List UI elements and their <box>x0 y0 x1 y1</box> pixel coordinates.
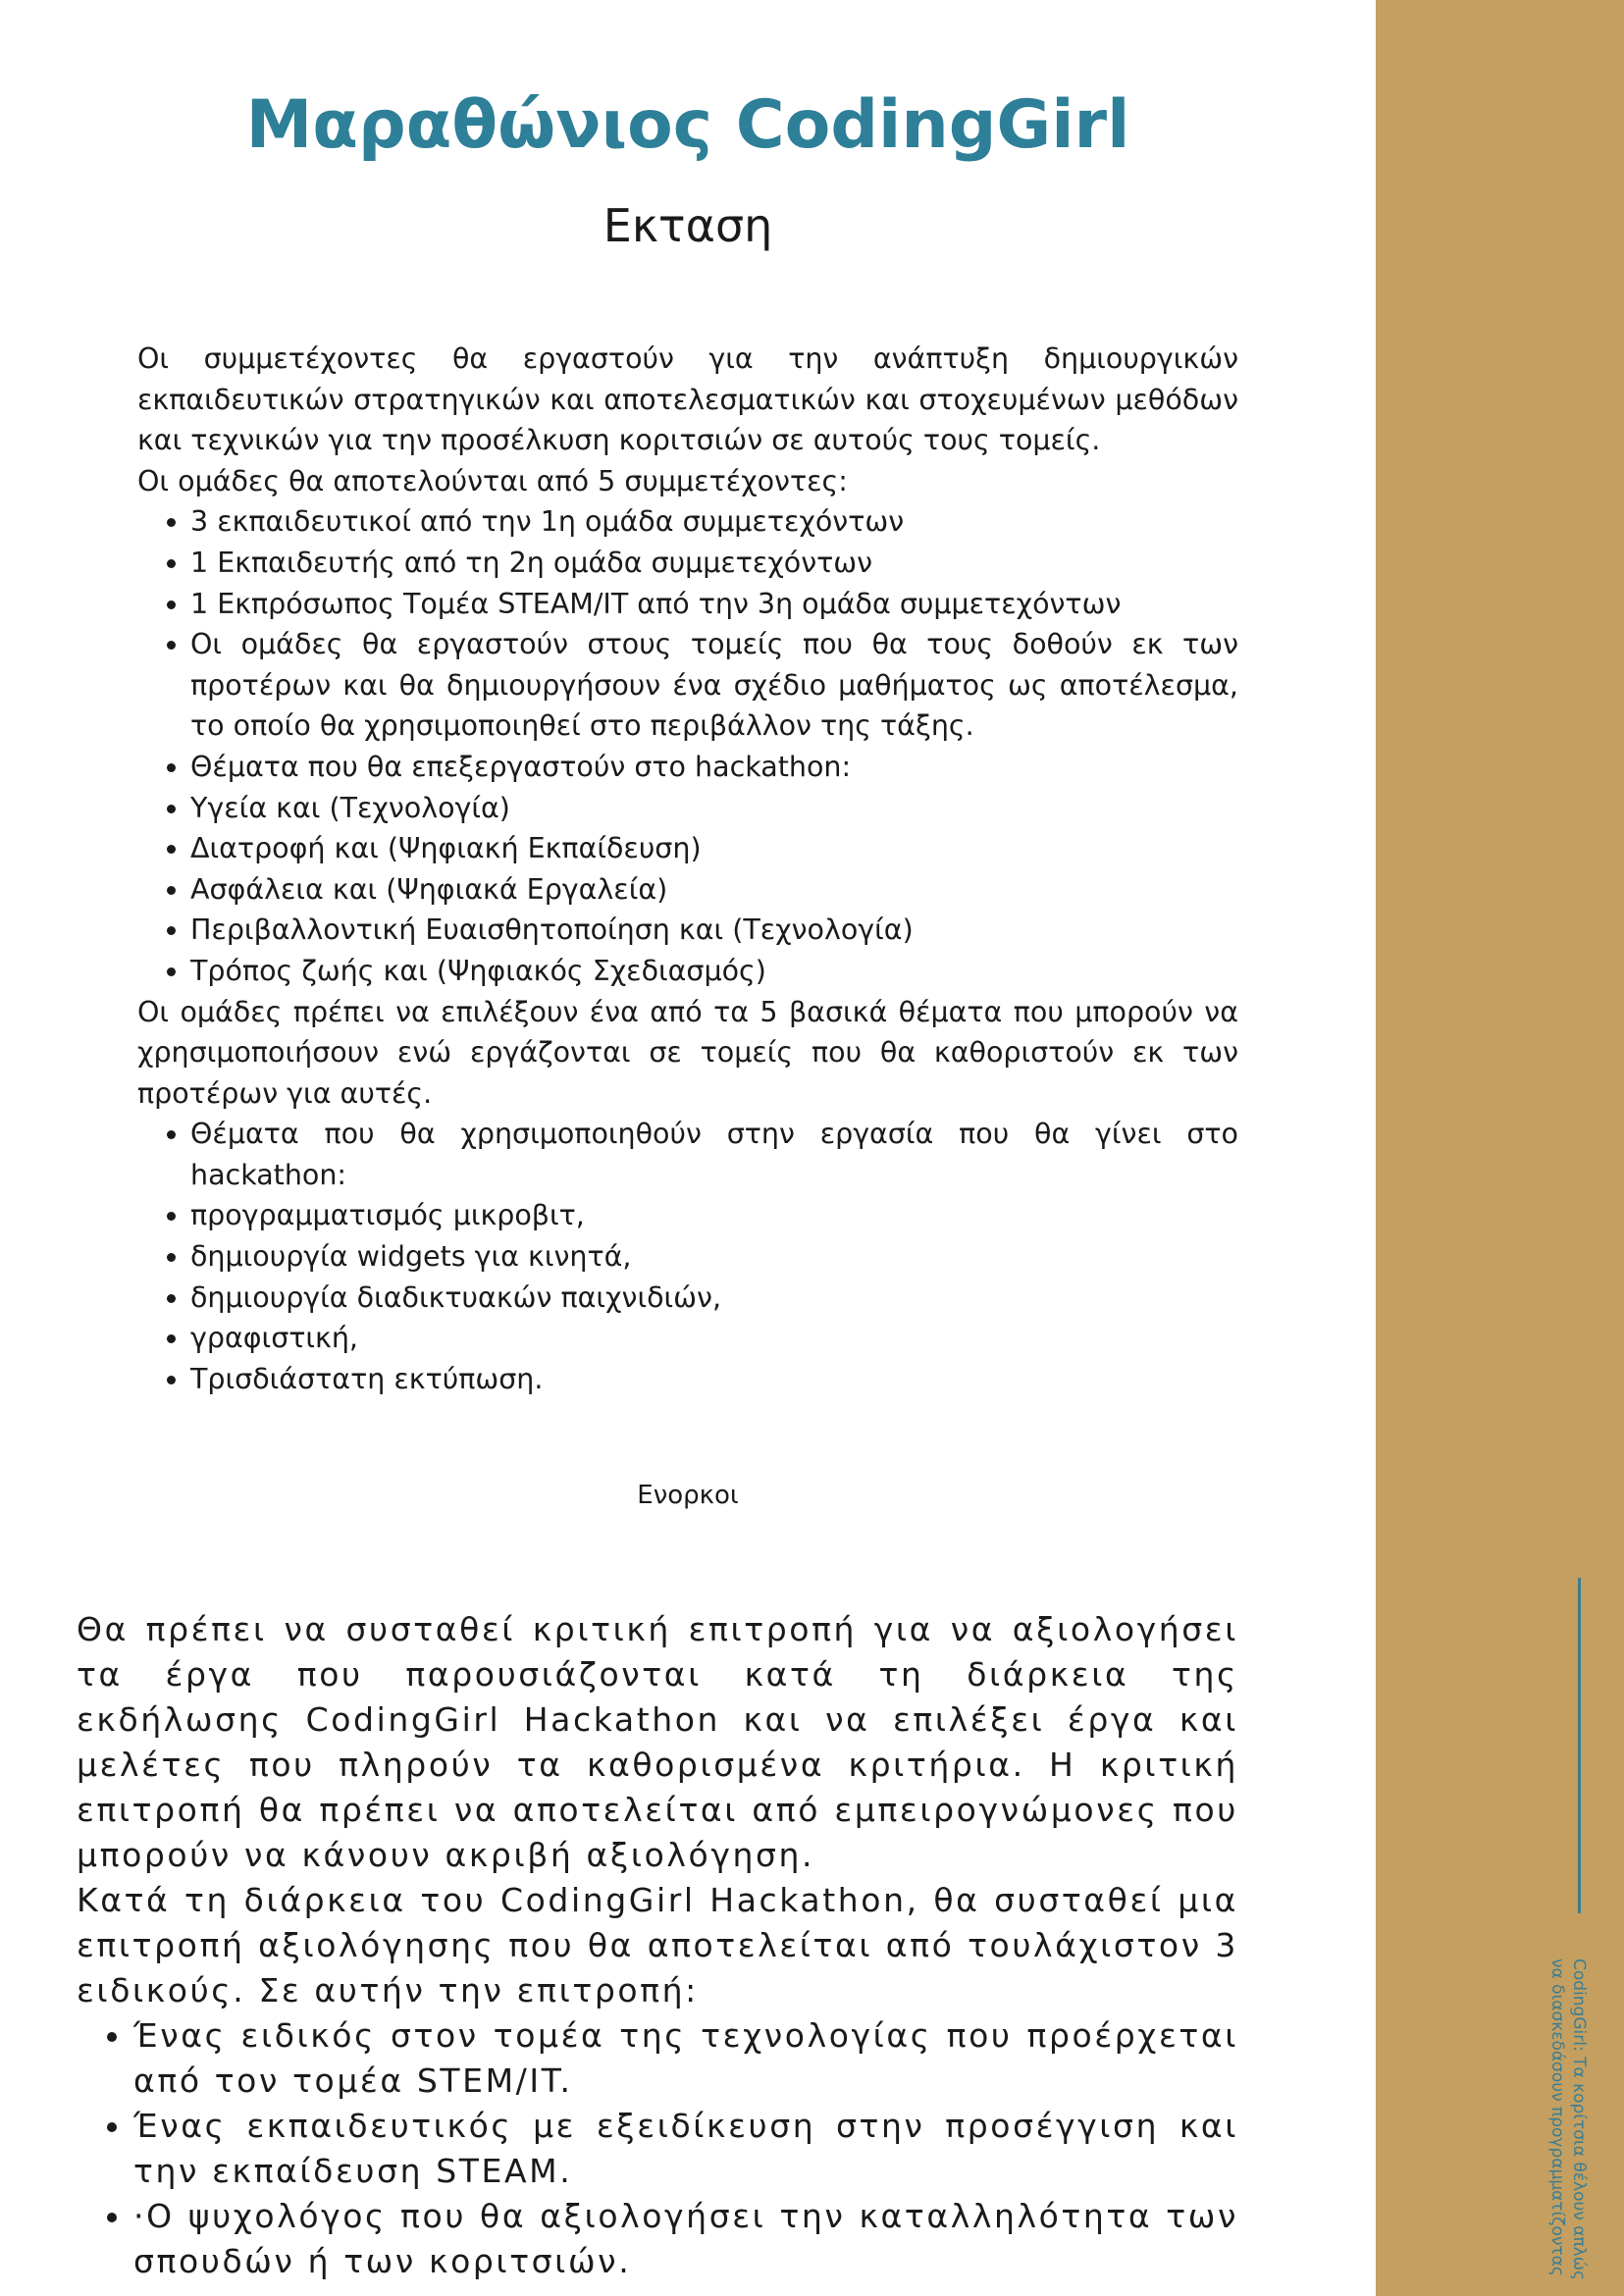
list-item: • προγραμματισμός μικροβιτ, <box>190 1195 1238 1236</box>
list-item: • 1 Εκπρόσωπος Τομέα STEAM/IT από την 3η ομάδα συμμετεχόντων <box>190 584 1238 625</box>
list-item: • Υγεία και (Τεχνολογία) <box>190 788 1238 829</box>
list-item: • Περιβαλλοντική Ευαισθητοποίηση και (Τεχνολογία) <box>190 910 1238 951</box>
list-item: • Ασφάλεια και (Ψηφιακά Εργαλεία) <box>190 869 1238 911</box>
committee-paragraph: Κατά τη διάρκεια του CodingGirl Hackathon, θα συσταθεί μια επιτροπή αξιολόγησης που θα αποτελείται από τουλάχιστον 3 ειδικούς. Σε αυτήν την επιτροπή: <box>77 1881 1238 2009</box>
list-item: • 3 εκπαιδευτικοί από την 1η ομάδα συμμετεχόντων <box>190 501 1238 543</box>
list-item: • δημιουργία διαδικτυακών παιχνιδιών, <box>190 1278 1238 1319</box>
sidebar-divider-line <box>1578 1578 1581 1913</box>
list-item: • Ένας εκπαιδευτικός με εξειδίκευση στην προσέγγιση και την εκπαίδευση STEAM. <box>133 2104 1238 2194</box>
page-title: Μαραθώνιος CodingGirl <box>245 86 1130 164</box>
jury-heading: Ενορκοι <box>637 1481 739 1510</box>
list-item: • ·Ο ψυχολόγος που θα αξιολογήσει την καταλληλότητα των σπουδών ή των κοριτσιών. <box>133 2194 1238 2284</box>
list-item: • Θέματα που θα επεξεργαστούν στο hackathon: <box>190 747 1238 788</box>
tools-list <box>137 1114 1238 1399</box>
list-item: • Οι ομάδες θα εργαστούν στους τομείς που θα τους δοθούν εκ των προτέρων και θα δημιουργήσουν ένα σχέδιο μαθήματος ως αποτέλεσμα, το οποίο θα χρησιμοποιηθεί στο περιβάλλον της τάξης. <box>190 624 1238 747</box>
sidebar-caption: CodingGirl: Τα κορίτσια θέλουν απλώς να διασκεδάσουν προγραμματίζοντας <box>1547 1958 1589 2280</box>
section-subtitle: Εκταση <box>602 199 773 252</box>
decorative-sidebar <box>1376 0 1624 2296</box>
list-item: • 1 Εκπαιδευτής από τη 2η ομάδα συμμετεχόντων <box>190 543 1238 584</box>
jury-section <box>77 1607 1238 2284</box>
jury-paragraph: Θα πρέπει να συσταθεί κριτική επιτροπή για να αξιολογήσει τα έργα που παρουσιάζονται κατά τη διάρκεια της εκδήλωσης CodingGirl Hackathon και να επιλέξει έργα και μελέτες που πληρούν τα καθορισμένα κριτήρια. Η κριτική επιτροπή θα πρέπει να αποτελείται από εμπειρογνώμονες που μπορούν να κάνουν ακριβή αξιολόγηση. <box>77 1610 1238 1874</box>
list-item: • Ένας ειδικός στον τομέα της τεχνολογίας που προέρχεται από τον τομέα STEM/IT. <box>133 2013 1238 2104</box>
scope-section <box>137 339 1238 1399</box>
list-item: • δημιουργία widgets για κινητά, <box>190 1236 1238 1278</box>
scope-intro-paragraph: Οι συμμετέχοντες θα εργαστούν για την ανάπτυξη δημιουργικών εκπαιδευτικών στρατηγικών και αποτελεσματικών και στοχευμένων μεθόδων και τεχνικών για την προσέλκυση κοριτσιών σε αυτούς τους τομείς. <box>137 342 1238 457</box>
list-item: • Τρόπος ζωής και (Ψηφιακός Σχεδιασμός) <box>190 951 1238 992</box>
list-item: • Τρισδιάστατη εκτύπωση. <box>190 1359 1238 1400</box>
list-item: • Θέματα που θα χρησιμοποιηθούν στην εργασία που θα γίνει στο hackathon: <box>190 1114 1238 1195</box>
list-item: • Διατροφή και (Ψηφιακή Εκπαίδευση) <box>190 828 1238 869</box>
topics-paragraph: Οι ομάδες πρέπει να επιλέξουν ένα από τα 5 βασικά θέματα που μπορούν να χρησιμοποιήσουν ενώ εργάζονται σε τομείς που θα καθοριστούν εκ των προτέρων για αυτές. <box>137 995 1238 1110</box>
teams-list <box>137 501 1238 991</box>
list-item: • γραφιστική, <box>190 1318 1238 1359</box>
committee-list <box>77 2013 1238 2284</box>
teams-intro-paragraph: Οι ομάδες θα αποτελούνται από 5 συμμετέχοντες: <box>137 464 848 497</box>
